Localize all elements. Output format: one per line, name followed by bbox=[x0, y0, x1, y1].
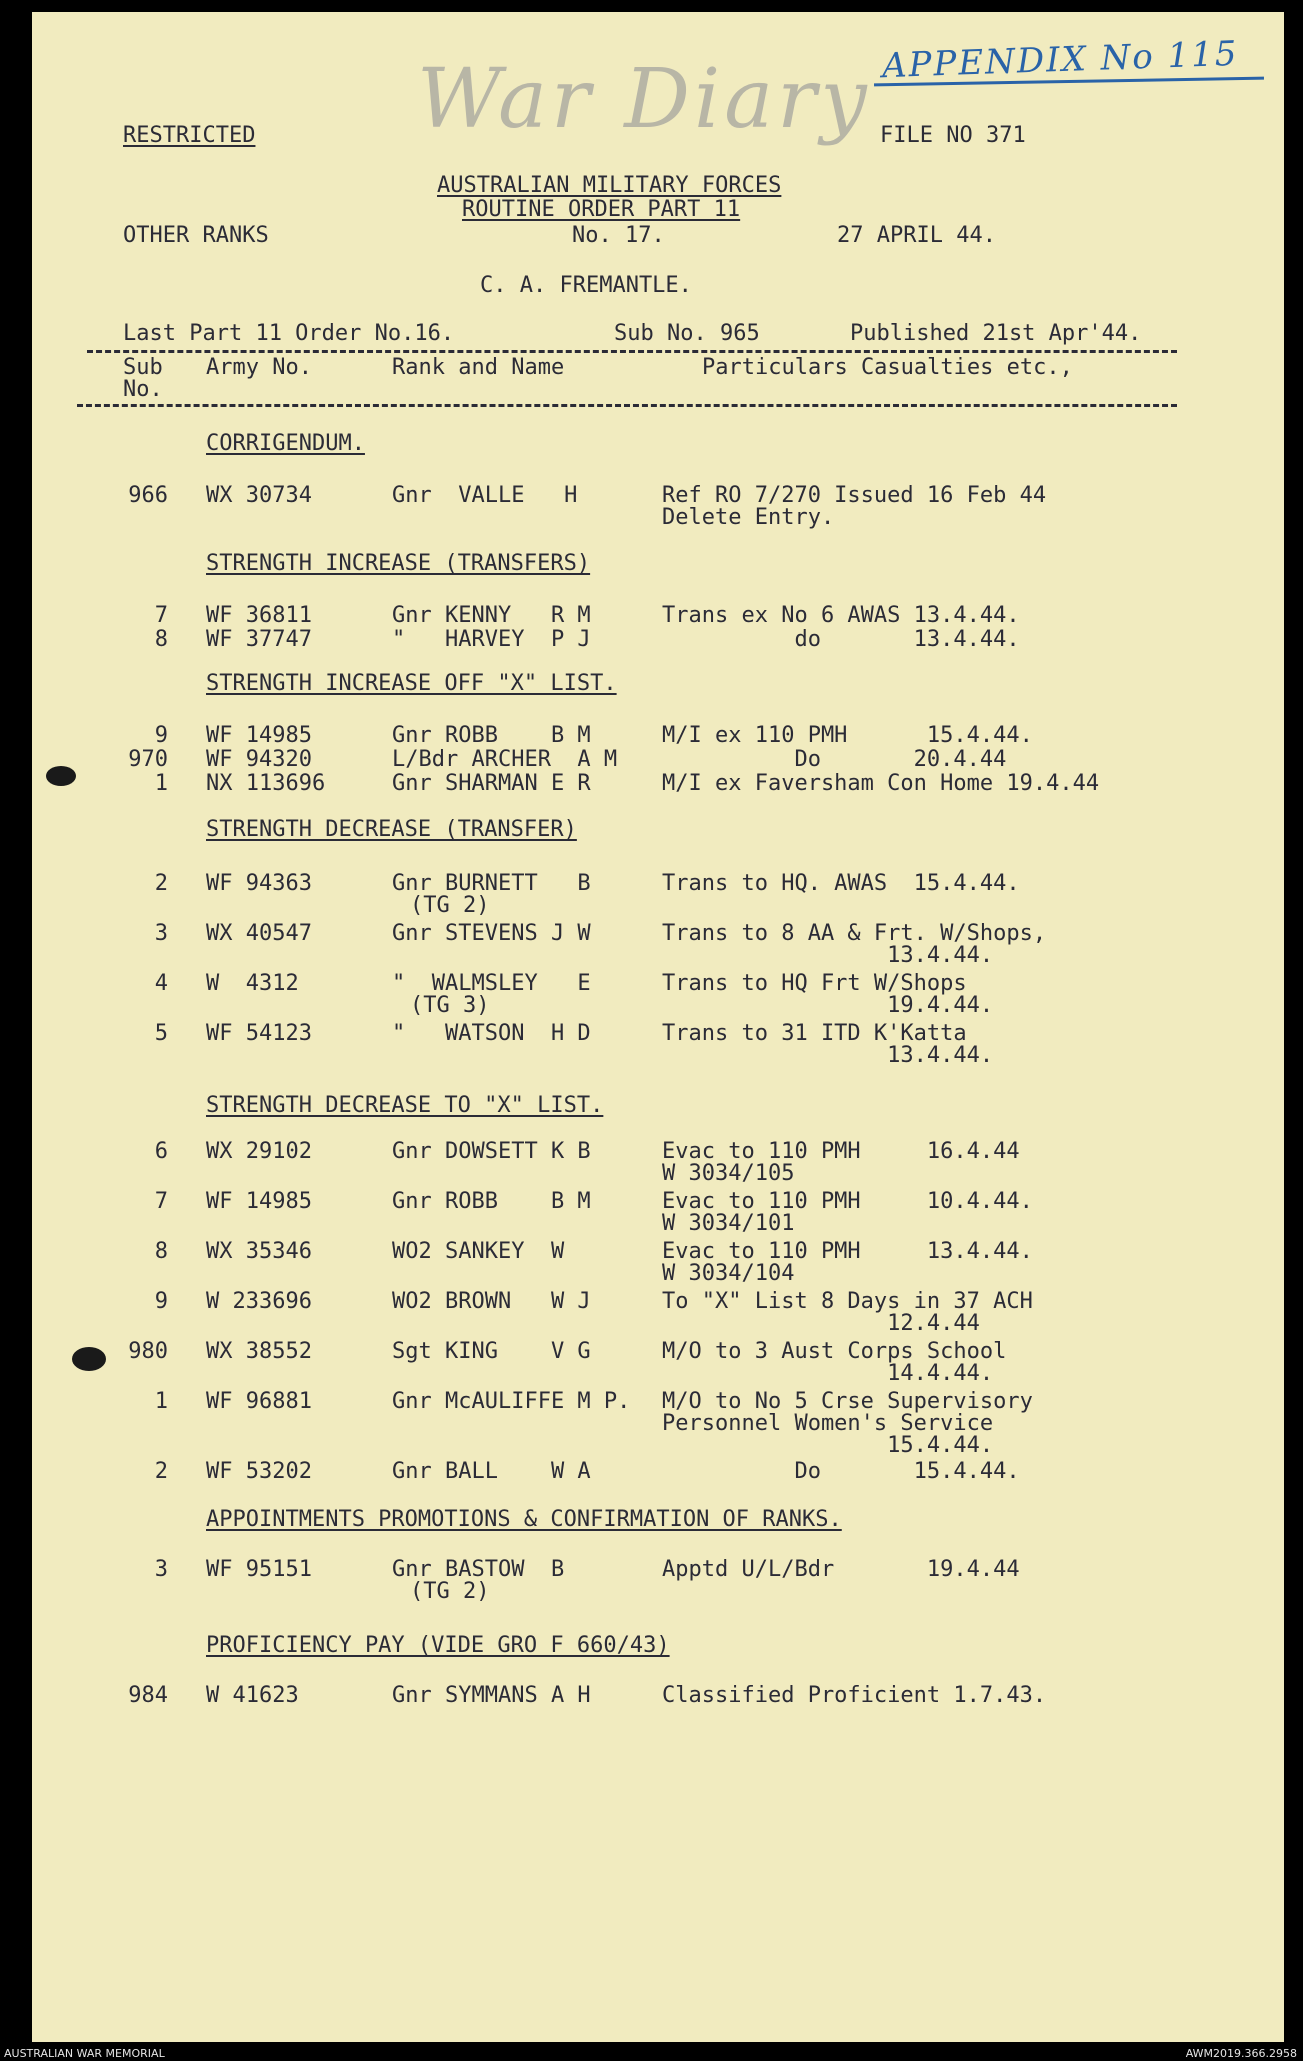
entry-rank-name: Gnr McAULIFFE M P. bbox=[392, 1389, 631, 1414]
entry-particulars-line2: 13.4.44. bbox=[662, 1043, 994, 1068]
entry-sub-number: 7 bbox=[154, 603, 168, 628]
entry-sub-number: 984 bbox=[128, 1683, 168, 1708]
entry-particulars: Do 20.4.44 bbox=[662, 747, 1007, 772]
entry-sub-number: 9 bbox=[154, 1289, 168, 1314]
entry-sub-number: 3 bbox=[154, 1557, 168, 1582]
entry-particulars: Evac to 110 PMH 13.4.44. bbox=[662, 1239, 1033, 1264]
restricted-label: RESTRICTED bbox=[123, 123, 256, 148]
entry-particulars-line3: 15.4.44. bbox=[662, 1433, 994, 1458]
col-sub: Sub bbox=[123, 355, 163, 380]
entry-particulars: Ref RO 7/270 Issued 16 Feb 44 bbox=[662, 483, 1047, 508]
entry-sub-number: 9 bbox=[154, 723, 168, 748]
forces-title: AUSTRALIAN MILITARY FORCES bbox=[437, 173, 782, 198]
entry-particulars-line2: W 3034/101 bbox=[662, 1211, 795, 1236]
entry-sub-number: 966 bbox=[128, 483, 168, 508]
entry-particulars-line2: 13.4.44. bbox=[662, 943, 994, 968]
section-strength-increase-transfers: STRENGTH INCREASE (TRANSFERS) bbox=[206, 551, 591, 576]
entry-sub-number: 3 bbox=[154, 921, 168, 946]
entry-sub-number: 7 bbox=[154, 1189, 168, 1214]
footer-accession: AWM2019.366.2958 bbox=[1185, 2047, 1297, 2060]
document-page bbox=[32, 12, 1284, 2042]
entry-rank-name: Gnr ROBB B M bbox=[392, 1189, 591, 1214]
entry-particulars: Evac to 110 PMH 10.4.44. bbox=[662, 1189, 1033, 1214]
handwritten-war-diary: War Diary bbox=[417, 52, 871, 147]
col-particulars: Particulars Casualties etc., bbox=[702, 355, 1073, 380]
file-number: FILE NO 371 bbox=[880, 123, 1026, 148]
published-date: Published 21st Apr'44. bbox=[850, 321, 1142, 346]
entry-particulars: M/I ex 110 PMH 15.4.44. bbox=[662, 723, 1033, 748]
entry-rank-name: L/Bdr ARCHER A M bbox=[392, 747, 618, 772]
entry-particulars-line2: W 3034/104 bbox=[662, 1261, 795, 1286]
entry-army-number: W 4312 bbox=[206, 971, 299, 996]
entry-army-number: WX 29102 bbox=[206, 1139, 312, 1164]
entry-particulars: Do 15.4.44. bbox=[662, 1459, 1020, 1484]
entry-rank-name: Sgt KING V G bbox=[392, 1339, 591, 1364]
entry-rank-name: Gnr VALLE H bbox=[392, 483, 578, 508]
entry-army-number: WF 36811 bbox=[206, 603, 312, 628]
entry-rank-name-detail: (TG 2) bbox=[410, 1579, 490, 1604]
entry-rank-name-detail: (TG 2) bbox=[410, 893, 490, 918]
entry-particulars-line2: Delete Entry. bbox=[662, 505, 835, 530]
entry-army-number: WF 95151 bbox=[206, 1557, 312, 1582]
entry-army-number: NX 113696 bbox=[206, 771, 326, 796]
entry-particulars-line2: 14.4.44. bbox=[662, 1361, 994, 1386]
entry-army-number: W 41623 bbox=[206, 1683, 299, 1708]
entry-rank-name-detail: (TG 3) bbox=[410, 993, 490, 1018]
entry-rank-name: " WATSON H D bbox=[392, 1021, 591, 1046]
entry-particulars-line2: Personnel Women's Service bbox=[662, 1411, 994, 1436]
entry-rank-name: Gnr BALL W A bbox=[392, 1459, 591, 1484]
entry-particulars-line2: 12.4.44 bbox=[662, 1311, 980, 1336]
col-rank-name: Rank and Name bbox=[392, 355, 565, 380]
entry-rank-name: Gnr DOWSETT K B bbox=[392, 1139, 591, 1164]
other-ranks-label: OTHER RANKS bbox=[123, 223, 269, 248]
entry-sub-number: 8 bbox=[154, 627, 168, 652]
entry-rank-name: WO2 SANKEY W bbox=[392, 1239, 565, 1264]
entry-particulars: M/O to No 5 Crse Supervisory bbox=[662, 1389, 1033, 1414]
entry-rank-name: Gnr ROBB B M bbox=[392, 723, 591, 748]
header-rule-bottom bbox=[77, 404, 1177, 407]
entry-rank-name: Gnr KENNY R M bbox=[392, 603, 591, 628]
ink-stain bbox=[72, 1347, 106, 1371]
entry-army-number: WF 54123 bbox=[206, 1021, 312, 1046]
entry-rank-name: " HARVEY P J bbox=[392, 627, 591, 652]
entry-rank-name: Gnr BASTOW B bbox=[392, 1557, 565, 1582]
entry-army-number: WF 14985 bbox=[206, 1189, 312, 1214]
last-order-ref: Last Part 11 Order No.16. bbox=[123, 321, 455, 346]
entry-army-number: WX 30734 bbox=[206, 483, 312, 508]
section-proficiency: PROFICIENCY PAY (VIDE GRO F 660/43) bbox=[206, 1633, 670, 1658]
entry-army-number: WF 37747 bbox=[206, 627, 312, 652]
entry-rank-name: WO2 BROWN W J bbox=[392, 1289, 591, 1314]
entry-sub-number: 1 bbox=[154, 1389, 168, 1414]
col-no: No. bbox=[123, 377, 163, 402]
entry-particulars: do 13.4.44. bbox=[662, 627, 1020, 652]
entry-army-number: W 233696 bbox=[206, 1289, 312, 1314]
entry-sub-number: 980 bbox=[128, 1339, 168, 1364]
header-rule-top bbox=[87, 350, 1177, 353]
entry-particulars: Trans to HQ Frt W/Shops bbox=[662, 971, 967, 996]
entry-army-number: WF 53202 bbox=[206, 1459, 312, 1484]
entry-army-number: WX 35346 bbox=[206, 1239, 312, 1264]
entry-particulars: M/I ex Faversham Con Home 19.4.44 bbox=[662, 771, 1100, 796]
entry-sub-number: 2 bbox=[154, 1459, 168, 1484]
entry-army-number: WX 40547 bbox=[206, 921, 312, 946]
entry-particulars: M/O to 3 Aust Corps School bbox=[662, 1339, 1007, 1364]
ink-stain bbox=[46, 766, 76, 786]
entry-army-number: WX 38552 bbox=[206, 1339, 312, 1364]
section-strength-decrease-to-x: STRENGTH DECREASE TO "X" LIST. bbox=[206, 1093, 604, 1118]
section-corrigendum: CORRIGENDUM. bbox=[206, 431, 365, 456]
entry-particulars: Trans to 8 AA & Frt. W/Shops, bbox=[662, 921, 1047, 946]
entry-rank-name: " WALMSLEY E bbox=[392, 971, 591, 996]
entry-army-number: WF 14985 bbox=[206, 723, 312, 748]
entry-sub-number: 8 bbox=[154, 1239, 168, 1264]
order-date: 27 APRIL 44. bbox=[837, 223, 996, 248]
entry-particulars: Trans to HQ. AWAS 15.4.44. bbox=[662, 871, 1020, 896]
entry-sub-number: 4 bbox=[154, 971, 168, 996]
entry-army-number: WF 94320 bbox=[206, 747, 312, 772]
entry-army-number: WF 96881 bbox=[206, 1389, 312, 1414]
entry-particulars: To "X" List 8 Days in 37 ACH bbox=[662, 1289, 1033, 1314]
entry-rank-name: Gnr SHARMAN E R bbox=[392, 771, 591, 796]
entry-particulars-line2: W 3034/105 bbox=[662, 1161, 795, 1186]
entry-sub-number: 5 bbox=[154, 1021, 168, 1046]
entry-rank-name: Gnr SYMMANS A H bbox=[392, 1683, 591, 1708]
entry-particulars: Trans ex No 6 AWAS 13.4.44. bbox=[662, 603, 1020, 628]
order-part-title: ROUTINE ORDER PART 11 bbox=[462, 197, 741, 222]
order-number: No. 17. bbox=[572, 223, 665, 248]
entry-particulars: Classified Proficient 1.7.43. bbox=[662, 1683, 1047, 1708]
sub-number-ref: Sub No. 965 bbox=[614, 321, 760, 346]
entry-sub-number: 2 bbox=[154, 871, 168, 896]
entry-particulars: Apptd U/L/Bdr 19.4.44 bbox=[662, 1557, 1020, 1582]
entry-rank-name: Gnr BURNETT B bbox=[392, 871, 591, 896]
unit-name: C. A. FREMANTLE. bbox=[480, 273, 692, 298]
entry-particulars-line2: 19.4.44. bbox=[662, 993, 994, 1018]
entry-particulars: Evac to 110 PMH 16.4.44 bbox=[662, 1139, 1020, 1164]
col-army-no: Army No. bbox=[206, 355, 312, 380]
entry-sub-number: 1 bbox=[154, 771, 168, 796]
entry-sub-number: 6 bbox=[154, 1139, 168, 1164]
appendix-annotation: APPENDIX No 115 bbox=[881, 33, 1240, 87]
footer-institution: AUSTRALIAN WAR MEMORIAL bbox=[4, 2047, 165, 2060]
entry-rank-name: Gnr STEVENS J W bbox=[392, 921, 591, 946]
section-appointments: APPOINTMENTS PROMOTIONS & CONFIRMATION OF RANKS. bbox=[206, 1507, 842, 1532]
entry-army-number: WF 94363 bbox=[206, 871, 312, 896]
entry-particulars: Trans to 31 ITD K'Katta bbox=[662, 1021, 967, 1046]
section-strength-increase-off-x: STRENGTH INCREASE OFF "X" LIST. bbox=[206, 671, 617, 696]
section-strength-decrease-transfer: STRENGTH DECREASE (TRANSFER) bbox=[206, 817, 577, 842]
entry-sub-number: 970 bbox=[128, 747, 168, 772]
